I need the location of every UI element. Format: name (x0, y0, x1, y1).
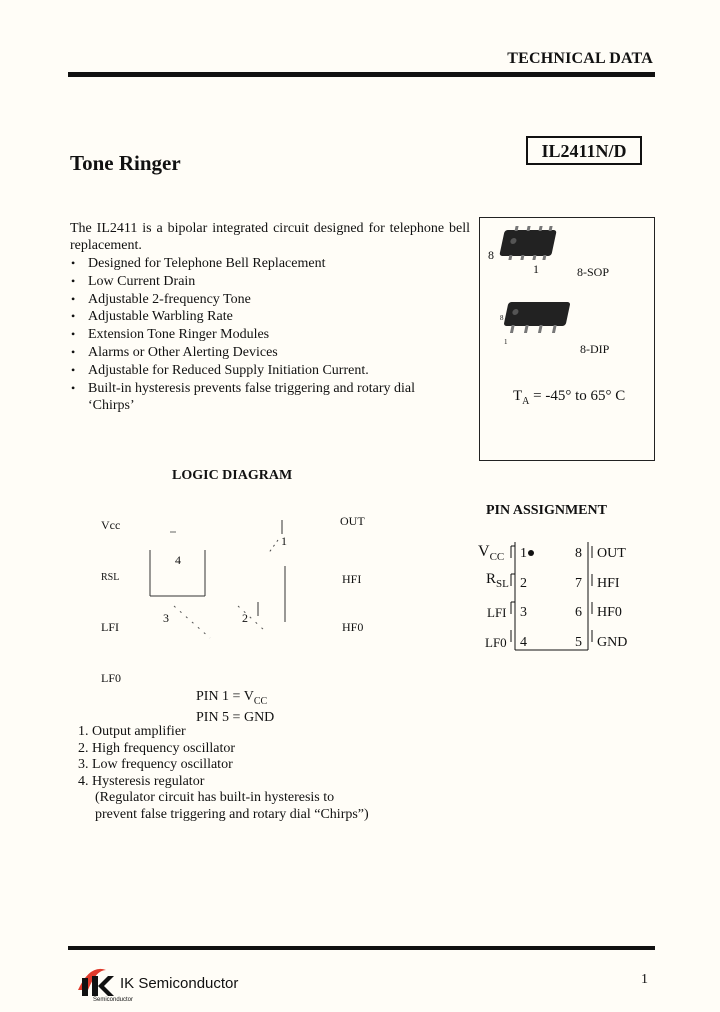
sop-pin1-label: 1 (533, 262, 539, 276)
sop-pin8-label: 8 (488, 248, 494, 262)
logic-input-vcc: Vcc (101, 518, 121, 532)
logic-input-lfi: LFI (101, 620, 119, 634)
pin-note-gnd: PIN 5 = GND (196, 709, 275, 725)
company-name: IK Semiconductor (120, 975, 239, 992)
pin-assignment-title: PIN ASSIGNMENT (486, 503, 607, 518)
logic-block-4: 4 (175, 553, 181, 567)
pin-notes (196, 689, 274, 726)
temperature-range (513, 388, 625, 407)
header-title: TECHNICAL DATA (507, 50, 653, 67)
dip-pin8-label: 8 (500, 314, 504, 322)
logic-output-out: OUT (340, 514, 365, 528)
logo-subtitle: Semiconductor (93, 997, 134, 1003)
pin-right-6-num: 6 (575, 605, 582, 620)
logic-diagram-lines (140, 510, 340, 650)
dip-pin1-label: 1 (504, 338, 508, 346)
pin-right-7-name: HFI (597, 576, 620, 591)
pin-left-3-name: LFI (487, 605, 507, 620)
regulator-note: (Regulator circuit has built-in hysteresis to prevent false triggering and rotary dial “Chirps”) (95, 790, 369, 822)
pin-right-8-name: OUT (597, 546, 626, 561)
feature-item: • Built-in hysteresis prevents false triggering and rotary dial ‘Chirps’ (70, 380, 433, 416)
document-title: Tone Ringer (70, 151, 181, 175)
logic-output-hfi: HFI (342, 572, 362, 586)
block-item: 3. Low frequency oscillator (78, 757, 233, 773)
logic-block-3: 3 (163, 611, 169, 625)
page-number: 1 (641, 972, 648, 987)
feature-item: • Adjustable for Reduced Supply Initiation Current. (70, 362, 470, 380)
logic-input-lf0: LF0 (101, 671, 122, 685)
temp-subscript: A (522, 396, 530, 407)
feature-item: • Designed for Telephone Bell Replacement (70, 255, 470, 273)
temp-value: = -45° to 65° C (529, 388, 626, 404)
pin-left-4-name: LF0 (485, 635, 507, 650)
pin-note-vcc: PIN $1 = V_{CC}$ (196, 689, 268, 707)
block-item: 1. Output amplifier (78, 724, 186, 739)
feature-item: • Adjustable 2-frequency Tone (70, 291, 470, 309)
logic-diagram-title: LOGIC DIAGRAM (172, 468, 293, 483)
pin-right-5-name: GND (597, 635, 628, 650)
ik-logo-icon (76, 964, 116, 998)
package-box (479, 217, 655, 461)
pin-left-2-num: 2 (520, 576, 527, 591)
pin-left-1-name: $V_{CC}$ (478, 543, 505, 563)
pin-right-8-num: 8 (575, 546, 582, 561)
feature-item: • Alarms or Other Alerting Devices (70, 344, 470, 362)
block-list (78, 724, 235, 790)
pin-left-3-num: 3 (520, 605, 527, 620)
sop-package-label: 8-SOP (577, 265, 610, 279)
block-item: 2. High frequency oscillator (78, 740, 236, 756)
header-rule (68, 72, 655, 77)
part-number-box: IL2411N/D (526, 136, 642, 165)
pin-right-6-name: HF0 (597, 605, 622, 620)
dip-chip-image (503, 302, 570, 326)
pin-left-2-name: $R_{SL}$ (486, 571, 509, 590)
logic-block-1: 1 (281, 534, 287, 548)
logic-output-hf0: HF0 (342, 620, 364, 634)
pin-right-5-num: 5 (575, 635, 582, 650)
dip-package-label: 8-DIP (580, 342, 610, 356)
logic-input-rsl: RSL (101, 572, 120, 583)
temp-symbol: T (513, 388, 523, 404)
feature-list (70, 255, 470, 415)
feature-item: • Extension Tone Ringer Modules (70, 326, 470, 344)
intro-paragraph: The IL2411 is a bipolar integrated circuit designed for telephone bell replacement. (70, 221, 470, 253)
pin-left-4-num: 4 (520, 635, 527, 650)
sop-chip-image (499, 230, 557, 256)
feature-item: • Low Current Drain (70, 273, 470, 291)
feature-item: • Adjustable Warbling Rate (70, 308, 470, 326)
footer-rule (68, 946, 655, 950)
pin-left-1-num: 1 (520, 546, 527, 561)
pin-right-7-num: 7 (575, 576, 582, 591)
logic-block-2: 2 (242, 611, 248, 625)
block-item: 4. Hysteresis regulator (78, 773, 205, 789)
